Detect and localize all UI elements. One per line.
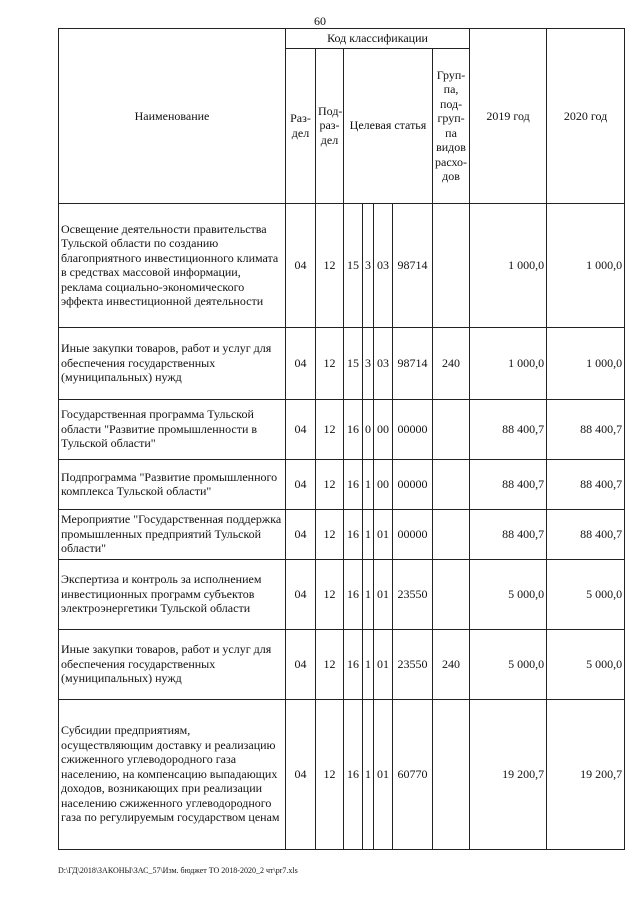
- row-cs-event: 01: [374, 699, 393, 849]
- row-cs-event: 00: [374, 399, 393, 459]
- row-section: 04: [286, 559, 316, 629]
- row-expense-type: [433, 509, 470, 559]
- file-path-footer: D:\ГД\2018\ЗАКОНЫ\ЗАС_57\Изм. бюджет ТО 2018-2020_2 чт\pr7.xls: [58, 866, 298, 875]
- table-row: [59, 399, 625, 459]
- row-cs-subprogram: 1: [363, 459, 374, 509]
- row-value-2020: 5 000,0: [547, 559, 625, 629]
- row-cs-subprogram: 3: [363, 327, 374, 399]
- row-name: Государственная программа Тульской области "Развитие промышленности в Тульской области": [59, 399, 286, 459]
- row-cs-event: 01: [374, 629, 393, 699]
- column-header-expense-group: Груп- па, под- груп- па видов расхо- дов: [433, 48, 470, 203]
- column-header-section: Раз- дел: [286, 48, 316, 203]
- row-cs-subprogram: 3: [363, 203, 374, 327]
- row-value-2020: 88 400,7: [547, 459, 625, 509]
- row-cs-program: 16: [344, 629, 363, 699]
- column-header-classification: Код классификации: [286, 29, 470, 49]
- row-cs-subprogram: 1: [363, 629, 374, 699]
- row-cs-program: 16: [344, 459, 363, 509]
- row-name: Экспертиза и контроль за исполнением инвестиционных программ субъектов электроэнергетики Тульской области: [59, 559, 286, 629]
- column-header-2019: 2019 год: [470, 29, 547, 204]
- row-cs-event: 03: [374, 327, 393, 399]
- row-cs-direction: 00000: [393, 459, 433, 509]
- row-name: Мероприятие "Государственная поддержка промышленных предприятий Тульской области": [59, 509, 286, 559]
- row-value-2019: 1 000,0: [470, 327, 547, 399]
- row-cs-direction: 00000: [393, 399, 433, 459]
- table-row: [59, 509, 625, 559]
- table-row: [59, 629, 625, 699]
- row-cs-program: 15: [344, 327, 363, 399]
- row-expense-type: [433, 203, 470, 327]
- column-header-2020: 2020 год: [547, 29, 625, 204]
- row-expense-type: 240: [433, 327, 470, 399]
- row-value-2020: 88 400,7: [547, 509, 625, 559]
- row-subsection: 12: [316, 559, 344, 629]
- row-value-2019: 5 000,0: [470, 559, 547, 629]
- row-section: 04: [286, 203, 316, 327]
- row-cs-direction: 23550: [393, 629, 433, 699]
- table-row: [59, 203, 625, 327]
- row-value-2019: 88 400,7: [470, 459, 547, 509]
- row-cs-program: 15: [344, 203, 363, 327]
- row-value-2020: 1 000,0: [547, 203, 625, 327]
- table-row: [59, 327, 625, 399]
- row-subsection: 12: [316, 509, 344, 559]
- row-value-2020: 88 400,7: [547, 399, 625, 459]
- row-cs-event: 01: [374, 559, 393, 629]
- row-section: 04: [286, 509, 316, 559]
- row-value-2019: 19 200,7: [470, 699, 547, 849]
- row-cs-program: 16: [344, 699, 363, 849]
- row-name: Освещение деятельности правительства Тульской области по созданию благоприятного инвестиционного климата в средствах массовой информации, реклама социально-экономического эффекта инвестиционной деятельности: [59, 203, 286, 327]
- column-header-subsection: Под- раз- дел: [316, 48, 344, 203]
- row-value-2020: 5 000,0: [547, 629, 625, 699]
- row-expense-type: [433, 459, 470, 509]
- row-cs-subprogram: 1: [363, 699, 374, 849]
- row-cs-direction: 60770: [393, 699, 433, 849]
- row-cs-direction: 98714: [393, 327, 433, 399]
- row-value-2019: 5 000,0: [470, 629, 547, 699]
- row-value-2020: 1 000,0: [547, 327, 625, 399]
- row-cs-direction: 98714: [393, 203, 433, 327]
- row-expense-type: 240: [433, 629, 470, 699]
- row-cs-program: 16: [344, 559, 363, 629]
- row-cs-event: 01: [374, 509, 393, 559]
- row-value-2019: 88 400,7: [470, 399, 547, 459]
- row-section: 04: [286, 327, 316, 399]
- row-value-2019: 1 000,0: [470, 203, 547, 327]
- row-name: Иные закупки товаров, работ и услуг для обеспечения государственных (муниципальных) нужд: [59, 629, 286, 699]
- table-row: [59, 699, 625, 849]
- row-subsection: 12: [316, 399, 344, 459]
- row-expense-type: [433, 559, 470, 629]
- budget-table: [58, 28, 625, 850]
- row-cs-subprogram: 1: [363, 509, 374, 559]
- row-section: 04: [286, 629, 316, 699]
- row-cs-event: 00: [374, 459, 393, 509]
- row-cs-subprogram: 0: [363, 399, 374, 459]
- column-header-name: Наименование: [59, 29, 286, 204]
- table-row: [59, 559, 625, 629]
- row-cs-direction: 00000: [393, 509, 433, 559]
- row-cs-program: 16: [344, 509, 363, 559]
- row-subsection: 12: [316, 699, 344, 849]
- column-header-target-article: Целевая статья: [344, 48, 433, 203]
- row-subsection: 12: [316, 459, 344, 509]
- row-cs-subprogram: 1: [363, 559, 374, 629]
- header-row-1: [59, 29, 625, 49]
- table-row: [59, 459, 625, 509]
- row-name: Субсидии предприятиям, осуществляющим доставку и реализацию сжиженного углеводородного газа населению, на компенсацию выпадающих доходов, возникающих при реализации населению сжиженного углеводородного газа по регулируемым государством ценам: [59, 699, 286, 849]
- row-cs-program: 16: [344, 399, 363, 459]
- row-cs-direction: 23550: [393, 559, 433, 629]
- row-subsection: 12: [316, 629, 344, 699]
- row-expense-type: [433, 699, 470, 849]
- row-subsection: 12: [316, 327, 344, 399]
- row-name: Иные закупки товаров, работ и услуг для обеспечения государственных (муниципальных) нужд: [59, 327, 286, 399]
- row-subsection: 12: [316, 203, 344, 327]
- row-value-2020: 19 200,7: [547, 699, 625, 849]
- row-section: 04: [286, 459, 316, 509]
- row-value-2019: 88 400,7: [470, 509, 547, 559]
- row-section: 04: [286, 399, 316, 459]
- row-name: Подпрограмма "Развитие промышленного комплекса Тульской области": [59, 459, 286, 509]
- row-cs-event: 03: [374, 203, 393, 327]
- row-section: 04: [286, 699, 316, 849]
- page-number: 60: [314, 14, 326, 28]
- row-expense-type: [433, 399, 470, 459]
